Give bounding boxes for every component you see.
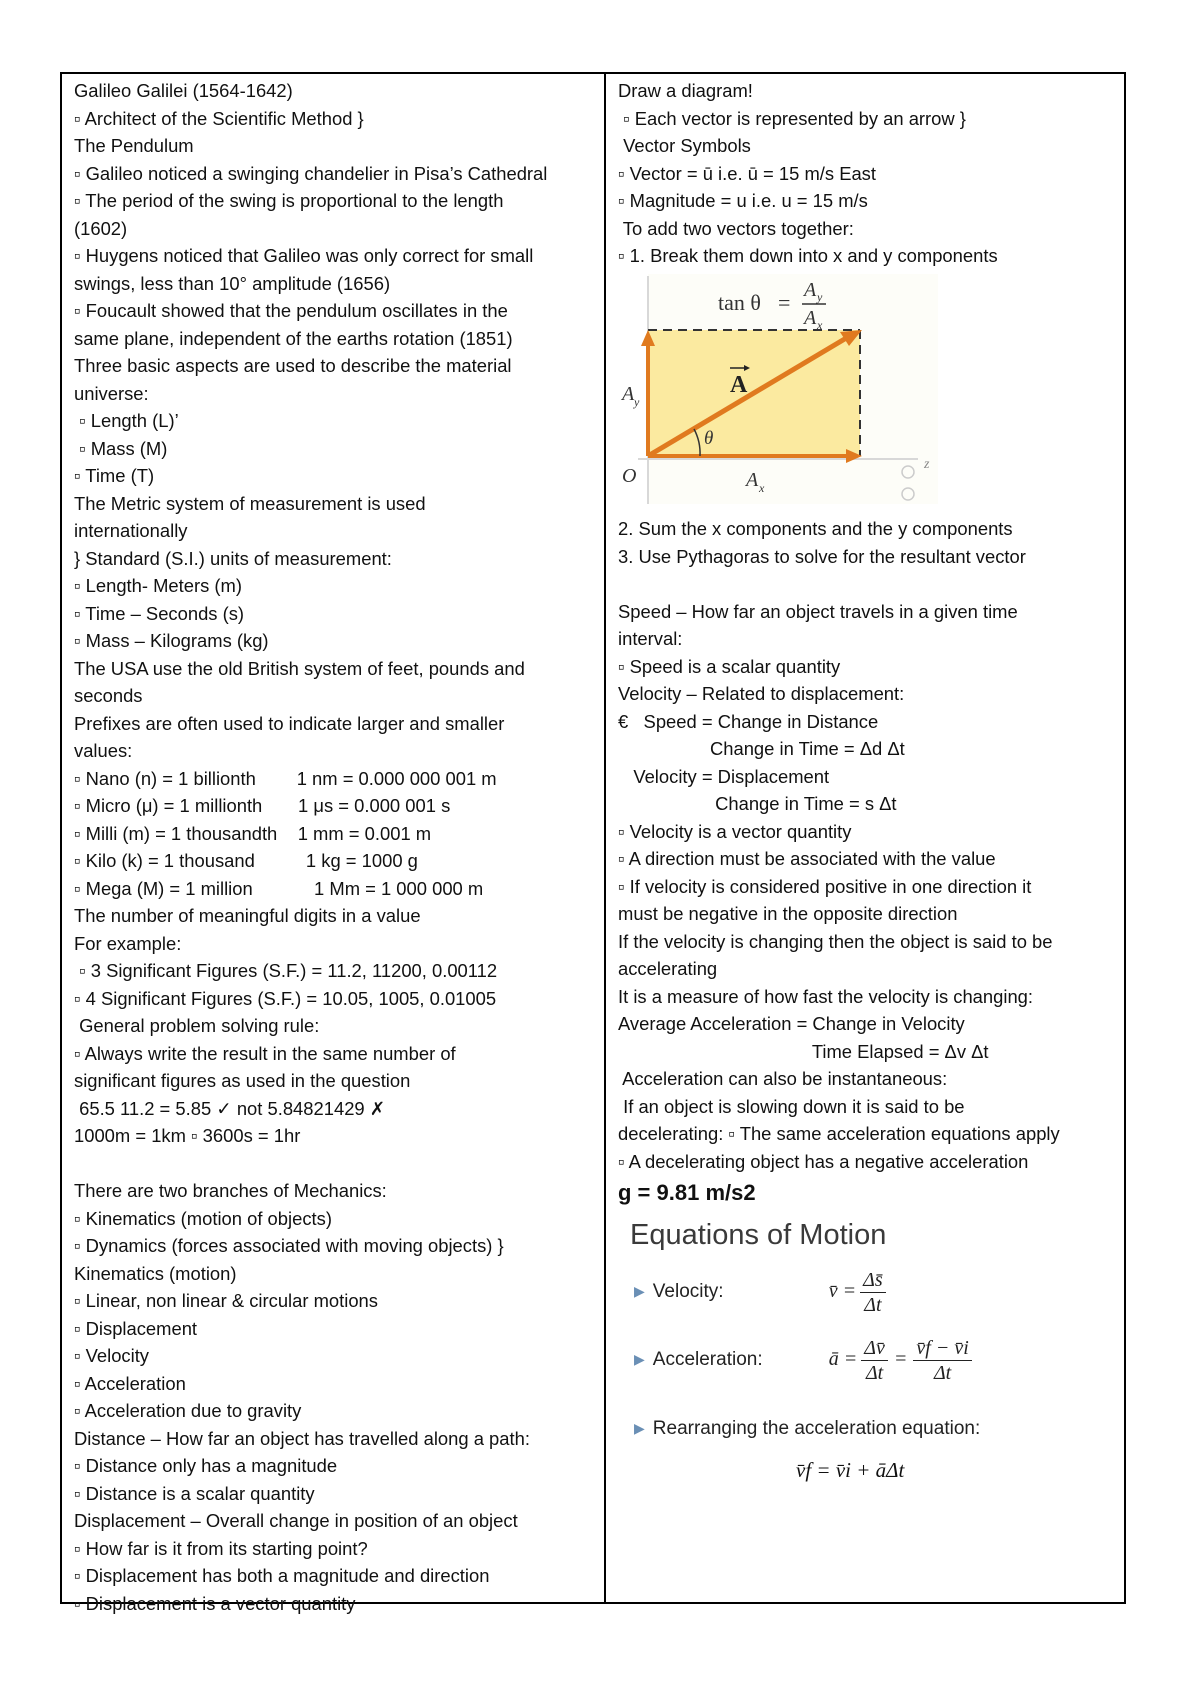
acceleration-label: Acceleration: <box>652 1349 763 1371</box>
acceleration-equation-row <box>634 1323 1124 1397</box>
left-text-line: seconds <box>74 685 143 706</box>
left-text-line: ▫ Acceleration <box>74 1372 186 1394</box>
left-text-line: The number of meaningful digits in a value <box>74 905 421 926</box>
right-mid-text-line: ▫ Speed is a scalar quantity <box>618 655 841 677</box>
left-text-line: ▫ 4 Significant Figures (S.F.) = 10.05, 1005, 0.01005 <box>74 987 497 1009</box>
tan-numerator-sub: y <box>817 289 823 304</box>
left-text-line: There are two branches of Mechanics: <box>74 1180 387 1201</box>
ax-label-sub: x <box>759 480 765 495</box>
right-mid-text-line: ▫ If velocity is considered positive in one direction it <box>618 875 1032 897</box>
left-text-line: Three basic aspects are used to describe the material <box>74 355 512 376</box>
tan-theta-label: tan θ <box>718 289 761 315</box>
right-mid-text-line: accelerating <box>618 958 718 979</box>
right-mid-text-line: Time Elapsed = Δv Δt <box>618 1040 989 1062</box>
left-text-line: ▫ Mega (M) = 1 million 1 Mm = 1 000 000 m <box>74 877 484 899</box>
tan-denominator-sub: x <box>817 317 823 332</box>
vector-components-diagram <box>618 274 1124 512</box>
right-mid-text-line: If the velocity is changing then the object is said to be <box>618 930 1053 952</box>
left-text-line: ▫ Kilo (k) = 1 thousand 1 kg = 1000 g <box>74 850 418 871</box>
right-mid-text-line: Change in Time = s Δt <box>618 793 897 814</box>
left-text-line: ▫ Distance only has a magnitude <box>74 1455 338 1476</box>
left-text-line: values: <box>74 740 133 761</box>
left-text-line: ▫ Milli (m) = 1 thousandth 1 mm = 0.001 m <box>74 822 432 844</box>
velocity-lhs: v̄ = <box>828 1280 857 1303</box>
vector-diagram-svg <box>618 274 938 504</box>
acceleration-lhs: ā = <box>828 1348 858 1371</box>
left-text-line: ▫ Architect of the Scientific Method } <box>74 107 364 129</box>
right-mid-text-line: Acceleration can also be instantaneous: <box>618 1068 948 1089</box>
right-mid-text-line <box>618 570 1124 598</box>
left-text-line: Galileo Galilei (1564-1642) <box>74 80 293 101</box>
gravity-value: g = 9.81 m/s2 <box>618 1180 756 1205</box>
left-text-line: ▫ Linear, non linear & circular motions <box>74 1290 378 1311</box>
left-text-line: ▫ The period of the swing is proportional to the length <box>74 190 504 211</box>
right-mid-text-line: Average Acceleration = Change in Velocity <box>618 1013 965 1034</box>
right-top-text-line: Vector Symbols <box>618 135 751 156</box>
right-mid-text-line: decelerating: ▫ The same acceleration equations apply <box>618 1123 1060 1144</box>
tan-numerator: A <box>804 278 817 301</box>
left-text-line: 1000m = 1km ▫ 3600s = 1hr <box>74 1125 301 1146</box>
left-text-line: ▫ Velocity <box>74 1345 150 1366</box>
left-text-line: ▫ Nano (n) = 1 billionth 1 nm = 0.000 000 001 m <box>74 767 497 789</box>
right-mid-text-line: must be negative in the opposite direction <box>618 903 958 924</box>
velocity-label: Velocity: <box>652 1281 724 1303</box>
left-text-line: ▫ Displacement is a vector quantity <box>74 1592 356 1614</box>
right-mid-text-line: € Speed = Change in Distance <box>618 710 879 732</box>
left-text-line: same plane, independent of the earths rotation (1851) <box>74 327 513 349</box>
velocity-fraction: $\frac{\Delta s̄}{\Delta t}$ <box>860 1268 886 1317</box>
left-text-line: Displacement – Overall change in position of an object <box>74 1510 518 1531</box>
right-mid-text-line: Velocity – Related to displacement: <box>618 683 905 704</box>
left-column <box>62 74 606 1614</box>
rearranging-label: Rearranging the acceleration equation: <box>652 1418 981 1440</box>
left-text-line: (1602) <box>74 217 128 239</box>
notes-sheet <box>60 72 1126 1614</box>
left-text-line: ▫ Distance is a scalar quantity <box>74 1482 315 1504</box>
left-text-line: ▫ Foucault showed that the pendulum oscillates in the <box>74 300 508 321</box>
right-mid-text-line: Change in Time = Δd Δt <box>618 738 905 759</box>
left-text-line: ▫ Displacement has both a magnitude and direction <box>74 1565 490 1586</box>
left-text-line: swings, less than 10° amplitude (1656) <box>74 272 391 294</box>
ax-label: A <box>746 468 759 491</box>
ay-label: A <box>622 382 635 405</box>
acceleration-fraction-2: $\frac{v̄f - v̄i}{\Delta t}$ <box>913 1336 971 1385</box>
left-text-line: ▫ Huygens noticed that Galileo was only correct for small <box>74 245 534 266</box>
left-text-line: Kinematics (motion) <box>74 1262 237 1284</box>
left-text-line: ▫ 3 Significant Figures (S.F.) = 11.2, 11200, 0.00112 <box>74 960 498 981</box>
right-mid-text-line: ▫ Velocity is a vector quantity <box>618 820 852 842</box>
right-mid-text-line: 2. Sum the x components and the y components <box>618 518 1013 539</box>
left-text-line: Prefixes are often used to indicate larger and smaller <box>74 712 505 734</box>
origin-label: O <box>622 464 637 487</box>
left-text-line: ▫ Micro (μ) = 1 millionth 1 μs = 0.000 001 s <box>74 795 451 816</box>
left-text-line <box>74 1150 604 1178</box>
left-text-line: ▫ Time – Seconds (s) <box>74 602 245 624</box>
right-mid-text-line: ▫ A direction must be associated with the value <box>618 848 996 869</box>
equations-of-motion <box>618 1215 1124 1485</box>
right-mid-text-line: Velocity = Displacement <box>618 765 830 787</box>
right-column <box>606 74 1124 1602</box>
left-text-line: The Pendulum <box>74 135 194 156</box>
left-text-line: ▫ Kinematics (motion of objects) <box>74 1207 332 1229</box>
acceleration-fraction-1: $\frac{\Delta v̄}{\Delta t}$ <box>861 1336 888 1385</box>
right-mid-text-line: 3. Use Pythagoras to solve for the resultant vector <box>618 545 1026 567</box>
left-text-line: ▫ Galileo noticed a swinging chandelier in Pisa’s Cathedral <box>74 162 548 184</box>
left-text-line: ▫ Mass (M) <box>74 437 168 459</box>
left-text-line: ▫ Mass – Kilograms (kg) <box>74 630 269 651</box>
left-text-line: Distance – How far an object has travelled along a path: <box>74 1427 530 1449</box>
equations-title: Equations of Motion <box>630 1219 887 1251</box>
right-top-text-line: ▫ Vector = ū i.e. ū = 15 m/s East <box>618 162 876 184</box>
left-text-line: General problem solving rule: <box>74 1015 320 1036</box>
ay-label-sub: y <box>634 394 640 409</box>
right-top-text-line: ▫ Each vector is represented by an arrow } <box>618 107 966 129</box>
left-text-line: significant figures as used in the question <box>74 1070 411 1091</box>
left-text-line: The Metric system of measurement is used <box>74 492 426 514</box>
right-top-text-line: To add two vectors together: <box>618 217 854 239</box>
right-top-text-line: ▫ 1. Break them down into x and y components <box>618 245 998 266</box>
left-text-line: ▫ Displacement <box>74 1317 198 1339</box>
bullet-triangle-icon: ▶ <box>634 1351 645 1368</box>
left-text-line: internationally <box>74 520 188 541</box>
left-text-line: ▫ Always write the result in the same number of <box>74 1042 456 1064</box>
left-text-line: 65.5 11.2 = 5.85 ✓ not 5.84821429 ✗ <box>74 1097 386 1119</box>
final-velocity-equation: v̄f = v̄i + āΔt <box>796 1458 905 1482</box>
right-mid-text-line: Speed – How far an object travels in a given time <box>618 600 1018 622</box>
left-text-line: The USA use the old British system of feet, pounds and <box>74 657 525 679</box>
left-text-line: ▫ Time (T) <box>74 465 155 486</box>
right-mid-text-line: ▫ A decelerating object has a negative acceleration <box>618 1150 1029 1172</box>
right-mid-text-line: If an object is slowing down it is said to be <box>618 1095 965 1117</box>
left-text-line: } Standard (S.I.) units of measurement: <box>74 547 392 569</box>
left-text-line: ▫ Length- Meters (m) <box>74 575 242 596</box>
bullet-triangle-icon: ▶ <box>634 1420 645 1437</box>
left-text-line: For example: <box>74 932 182 954</box>
velocity-equation-row <box>634 1261 1124 1323</box>
right-top-text-line: Draw a diagram! <box>618 80 753 101</box>
left-text-line: ▫ How far is it from its starting point? <box>74 1537 368 1559</box>
bullet-triangle-icon: ▶ <box>634 1283 645 1300</box>
left-text-line: ▫ Acceleration due to gravity <box>74 1400 302 1421</box>
rearranging-row <box>634 1405 1124 1453</box>
left-text-line: ▫ Dynamics (forces associated with moving objects) } <box>74 1235 504 1256</box>
vector-a-label: A <box>730 371 748 398</box>
right-top-text-line: ▫ Magnitude = u i.e. u = 15 m/s <box>618 190 868 211</box>
tan-denominator: A <box>804 306 817 329</box>
right-mid-text-line: interval: <box>618 628 683 649</box>
axis-label: z <box>924 456 930 472</box>
tan-equals: = <box>778 289 791 315</box>
right-mid-text-line: It is a measure of how fast the velocity is changing: <box>618 985 1034 1007</box>
left-text-line: ▫ Length (L)’ <box>74 410 179 431</box>
theta-label: θ <box>704 427 714 449</box>
left-text-line: universe: <box>74 382 149 404</box>
acceleration-equals: = <box>893 1348 908 1371</box>
